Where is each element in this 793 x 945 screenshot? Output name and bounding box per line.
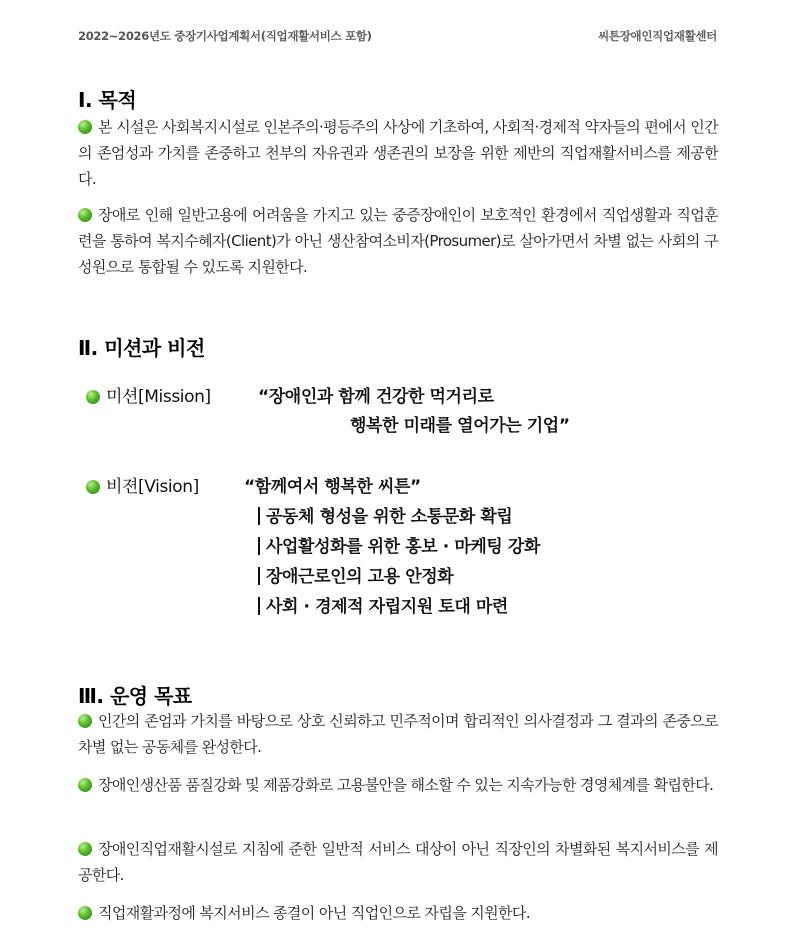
vision-item: 공동체 형성을 위한 소통문화 확립 [258, 502, 512, 527]
mission-statement-line-2: 행복한 미래를 열어가는 기업” [350, 416, 570, 436]
bar-marker-icon [258, 567, 260, 585]
vision-item: 사회 · 경제적 자립지원 토대 마련 [258, 592, 508, 617]
section-1-title: Ⅰ. 목적 [78, 88, 137, 112]
green-bullet-icon [78, 208, 92, 222]
vision-item: 장애근로인의 고용 안정화 [258, 562, 453, 587]
green-bullet-icon [78, 842, 92, 856]
green-bullet-icon [78, 714, 92, 728]
vision-item: 사업활성화를 위한 홍보 · 마케팅 강화 [258, 532, 540, 557]
green-bullet-icon [86, 390, 100, 404]
section-1-paragraph-2: 장애로 인해 일반고용에 어려움을 가지고 있는 중증장애인이 보호적인 환경에서 직업생활과 직업훈련을 통하여 복지수혜자(Client)가 아닌 생산참여소비자(Prosumer)로 살아가면서 차별 없는 사회의 구성원으로 통합될 수 있도록 지원한다. [78, 206, 718, 276]
green-bullet-icon [86, 480, 100, 494]
header-organization: 씨튼장애인직업재활센터 [598, 29, 717, 43]
bar-marker-icon [258, 537, 260, 555]
vision-label-row [86, 472, 199, 497]
mission-statement-line-1: “장애인과 함께 건강한 먹거리로 [258, 387, 494, 407]
vision-label: 비젼[Vision] [106, 477, 199, 497]
bar-marker-icon [258, 507, 260, 525]
bar-marker-icon [258, 597, 260, 615]
green-bullet-icon [78, 120, 92, 134]
section-3-paragraph-1: 인간의 존엄과 가치를 바탕으로 상호 신뢰하고 민주적이며 합리적인 의사결정과 그 결과의 존중으로 차별 없는 공동체를 완성한다. [78, 712, 718, 756]
section-3-paragraph-4: 직업재활과정에 복지서비스 종결이 아닌 직업인으로 자립을 지원한다. [78, 900, 718, 926]
header-document-title: 2022~2026년도 중장기사업계획서(직업재활서비스 포함) [78, 29, 372, 43]
page-header [78, 28, 717, 44]
section-3-paragraph-3: 장애인직업재활시설로 지침에 준한 일반적 서비스 대상이 아닌 직장인의 차별화된 복지서비스를 제공한다. [78, 840, 718, 884]
mission-label: 미션[Mission] [106, 387, 211, 407]
vision-slogan: “함께여서 행복한 씨튼” [244, 477, 421, 497]
green-bullet-icon [78, 778, 92, 792]
section-3-title: Ⅲ. 운영 목표 [78, 684, 192, 708]
green-bullet-icon [78, 906, 92, 920]
section-1-paragraph-1: 본 시설은 사회복지시설로 인본주의·평등주의 사상에 기초하여, 사회적·경제적 약자들의 편에서 인간의 존엄성과 가치를 존중하고 천부의 자유권과 생존권의 보장을 위한 제반의 직업재활서비스를 제공한다. [78, 118, 718, 188]
mission-label-row [86, 382, 211, 407]
section-3-paragraph-2: 장애인생산품 품질강화 및 제품강화로 고용불안을 해소할 수 있는 지속가능한 경영체계를 확립한다. [78, 772, 718, 798]
section-2-title: Ⅱ. 미션과 비전 [78, 336, 205, 360]
